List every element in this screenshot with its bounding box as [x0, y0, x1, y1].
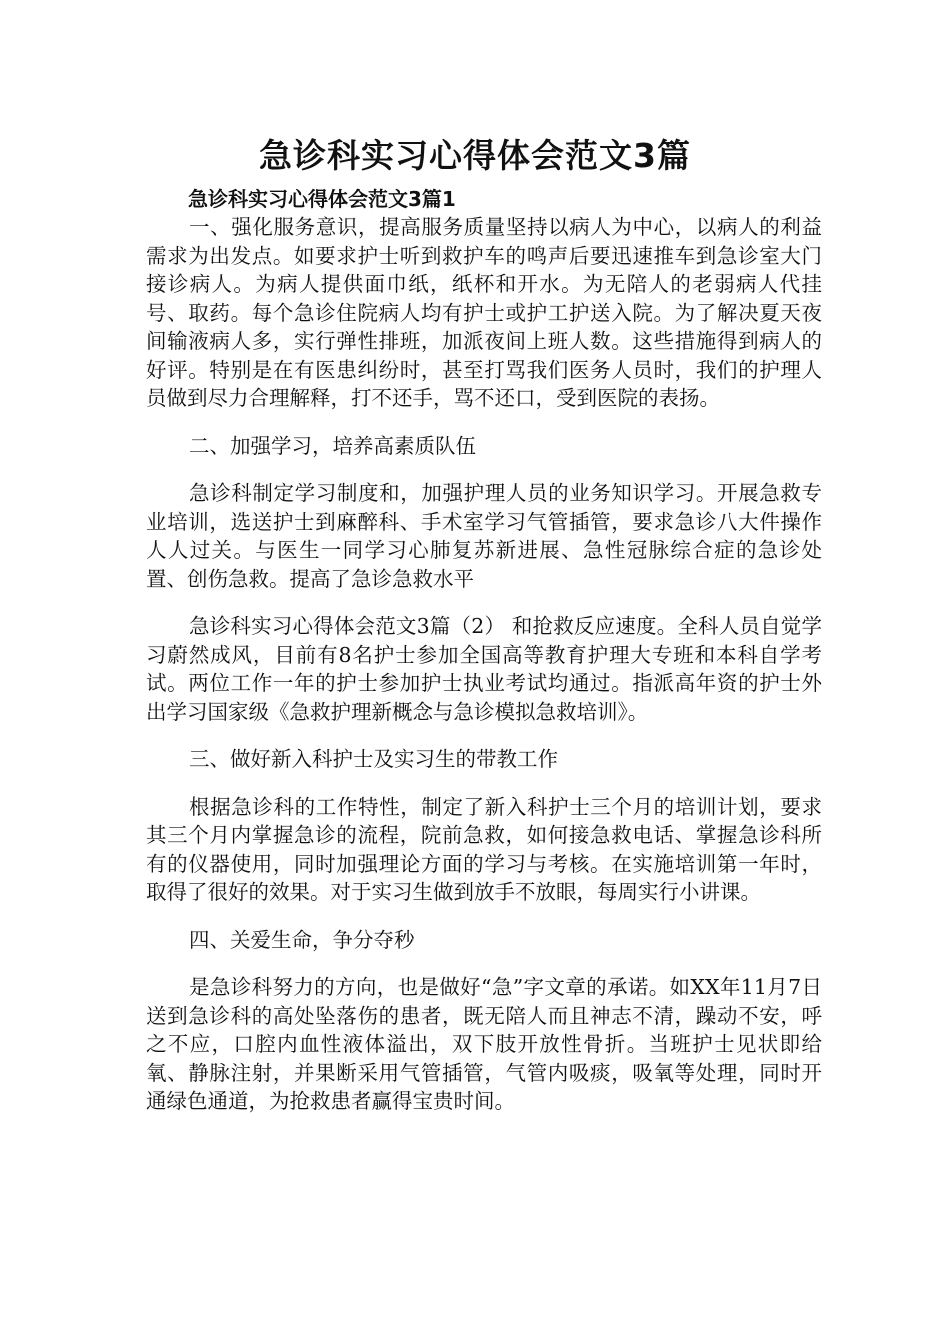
paragraph-service: 一、强化服务意识，提高服务质量坚持以病人为中心，以病人的利益需求为出发点。如要求护士听到救护车的鸣声后要迅速推车到急诊室大门接诊病人。为病人提供面巾纸，纸杯和开水。为无陪人的老弱病人代挂号、取药。每个急诊住院病人均有护士或护工护送入院。为了解决夏天夜间输液病人多，实行弹性排班，加派夜间上班人数。这些措施得到病人的好评。特别是在有医患纠纷时，甚至打骂我们医务人员时，我们的护理人员做到尽力合理解释，打不还手，骂不还口，受到医院的表扬。: [146, 215, 822, 410]
paragraph-training-plan: 根据急诊科的工作特性，制定了新入科护士三个月的培训计划，要求其三个月内掌握急诊的流程，院前急救，如何接急救电话、掌握急诊科所有的仪器使用，同时加强理论方面的学习与考核。在实施培训第一年时，取得了很好的效果。对于实习生做到放手不放眼，每周实行小讲课。: [146, 794, 822, 904]
section-heading: 急诊科实习心得体会范文3篇1: [188, 187, 456, 211]
paragraph-heading-life: 四、关爱生命，争分夺秒: [189, 927, 415, 952]
paragraph-heading-learning: 二、加强学习，培养高素质队伍: [189, 433, 477, 458]
document-title: 急诊科实习心得体会范文3篇: [259, 136, 691, 175]
paragraph-case: 是急诊科努力的方向，也是做好“急”字文章的承诺。如XX年11月7日送到急诊科的高处坠落伤的患者，既无陪人而且神志不清，躁动不安，呼之不应，口腔内血性液体溢出，双下肢开放性骨折。当班护士见状即给氧、静脉注射，并果断采用气管插管，气管内吸痰，吸氧等处理，同时开通绿色通道，为抢救患者赢得宝贵时间。: [146, 975, 822, 1113]
paragraph-learning-results: 急诊科实习心得体会范文3篇（2） 和抢救反应速度。全科人员自觉学习蔚然成风，目前有8名护士参加全国高等教育护理大专班和本科自学考试。两位工作一年的护士参加护士执业考试均通过。指派高年资的护士外出学习国家级《急救护理新概念与急诊模拟急救培训》。: [146, 614, 822, 724]
paragraph-learning-system: 急诊科制定学习制度和，加强护理人员的业务知识学习。开展急救专业培训，选送护士到麻醉科、手术室学习气管插管，要求急诊八大件操作人人过关。与医生一同学习心肺复苏新进展、急性冠脉综合症的急诊处置、创伤急救。提高了急诊急救水平: [146, 481, 822, 591]
paragraph-heading-training: 三、做好新入科护士及实习生的带教工作: [189, 747, 559, 771]
document-body: [146, 213, 822, 1135]
